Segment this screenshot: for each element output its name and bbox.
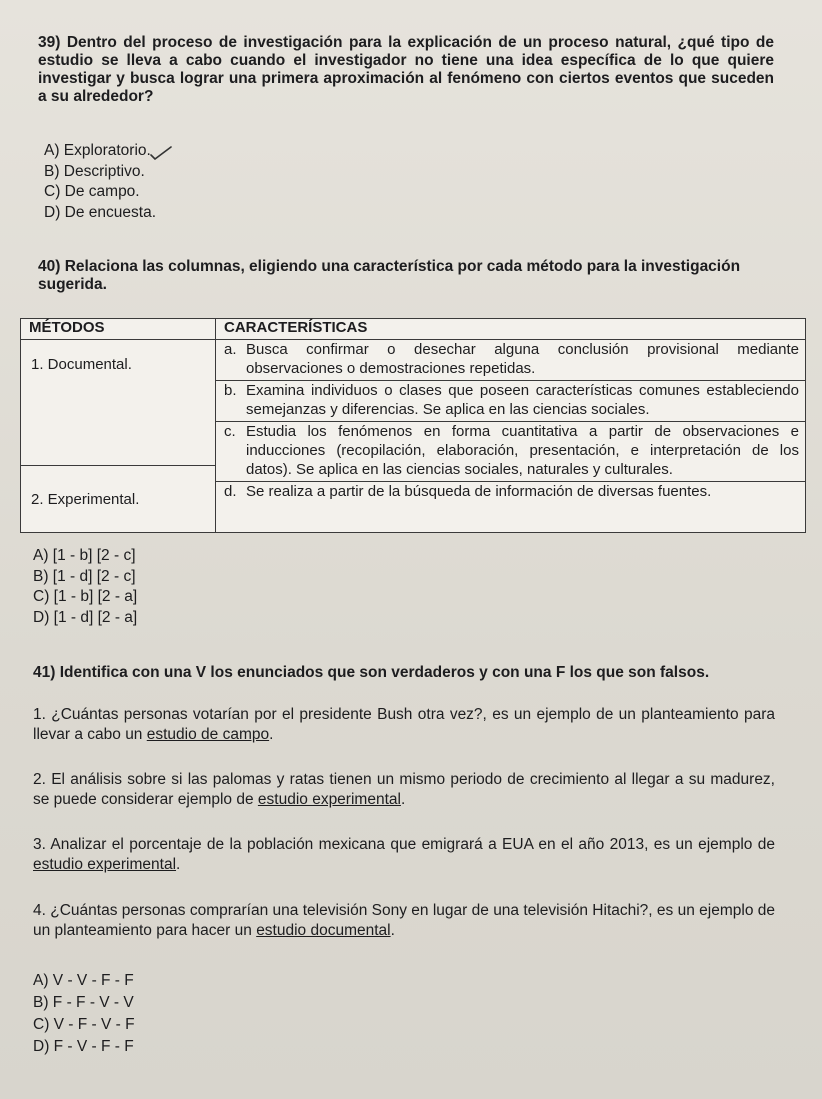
- statement-2-end: .: [400, 791, 406, 808]
- method-1-label: 1. Documental.: [31, 356, 132, 373]
- q40-option-a[interactable]: A) [1 - b] [2 - c]: [33, 547, 136, 564]
- statement-1-end: .: [269, 726, 274, 743]
- characteristics-header: CARACTERÍSTICAS: [216, 319, 806, 340]
- question-40-text: 40) Relaciona las columnas, eligiendo una característica por cada método para la investigación sugerida.: [38, 258, 741, 293]
- statement-4-underlined: estudio documental: [256, 922, 391, 939]
- q41-option-c[interactable]: C) V - F - V - F: [33, 1016, 135, 1033]
- statement-3-text: 3. Analizar el porcentaje de la población mexicana que emigrará a EUA en el año 2013, es un ejemplo de: [33, 836, 775, 853]
- statement-3-underlined: estudio experimental: [33, 856, 177, 873]
- characteristic-d-text: Se realiza a partir de la búsqueda de información de diversas fuentes.: [246, 483, 712, 500]
- statement-3: [33, 835, 775, 875]
- statement-4: [33, 901, 775, 941]
- method-experimental: [21, 466, 216, 533]
- question-39-options: [44, 141, 156, 223]
- q41-option-b[interactable]: B) F - F - V - V: [33, 994, 134, 1011]
- q40-option-d[interactable]: D) [1 - d] [2 - a]: [33, 608, 138, 626]
- q39-option-b[interactable]: B) Descriptivo.: [44, 162, 145, 180]
- question-41-options: [33, 970, 135, 1058]
- statement-1-underlined: estudio de campo: [146, 726, 270, 743]
- method-2-label: 2. Experimental.: [31, 490, 140, 508]
- statement-2-text: 2. El análisis sobre si las palomas y ratas tienen un mismo periodo de crecimiento al llegar a su madurez, se puede considerar ejemplo de: [33, 771, 775, 808]
- question-41-text: 41) Identifica con una V los enunciados que son verdaderos y con una F los que son falsos.: [33, 664, 710, 681]
- characteristic-d-letter: d.: [224, 483, 237, 500]
- handwritten-check-icon: [150, 146, 172, 160]
- characteristic-b-text: Examina individuos o clases que poseen características comunes estableciendo semejanzas y diferencias. Se aplica en las ciencias sociales.: [246, 382, 799, 418]
- q39-option-c[interactable]: C) De campo.: [44, 183, 140, 200]
- statement-4-end: .: [390, 922, 395, 939]
- question-40-options: [33, 546, 137, 628]
- q39-option-a[interactable]: A) Exploratorio.: [44, 142, 151, 159]
- q39-option-d[interactable]: D) De encuesta.: [44, 203, 156, 221]
- characteristics-cell: [216, 340, 806, 533]
- q40-option-b[interactable]: B) [1 - d] [2 - c]: [33, 567, 136, 585]
- statement-2: [33, 770, 775, 810]
- q41-option-a[interactable]: A) V - V - F - F: [33, 972, 134, 989]
- statement-4-text: 4. ¿Cuántas personas comprarían una televisión Sony en lugar de una televisión Hitachi?, es un ejemplo de un planteamiento para hacer un: [33, 902, 775, 939]
- characteristic-c-letter: c.: [224, 423, 236, 440]
- method-documental: [21, 340, 216, 466]
- statement-1: [33, 705, 775, 745]
- characteristic-a-text: Busca confirmar o desechar alguna conclusión provisional mediante observaciones o demostraciones repetidas.: [246, 341, 799, 377]
- q41-option-d[interactable]: D) F - V - F - F: [33, 1038, 134, 1055]
- characteristic-a: [224, 340, 799, 378]
- methods-table: [20, 318, 806, 533]
- characteristic-d: [224, 482, 799, 501]
- characteristic-b: [224, 381, 799, 419]
- q40-option-c[interactable]: C) [1 - b] [2 - a]: [33, 588, 138, 605]
- characteristic-c: [224, 422, 799, 479]
- characteristic-c-text: Estudia los fenómenos en forma cuantitativa a partir de observaciones e inducciones (recopilación, elaboración, presentación, e interpretación de los datos). Se aplica en las ciencias sociales, naturales y culturales.: [246, 423, 799, 478]
- statement-2-underlined: estudio experimental: [257, 791, 401, 808]
- question-39-text: 39) Dentro del proceso de investigación para la explicación de un proceso natural, ¿qué tipo de estudio se lleva a cabo cuando el investigador no tiene una idea específica de lo que quiere investigar y busca lograr una primera aproximación al fenómeno con ciertos eventos que suceden a su alrededor?: [38, 34, 774, 105]
- statement-3-end: .: [176, 856, 181, 873]
- characteristic-b-letter: b.: [224, 382, 237, 399]
- methods-header: MÉTODOS: [21, 319, 216, 340]
- statement-1-text: 1. ¿Cuántas personas votarían por el presidente Bush otra vez?, es un ejemplo de un planteamiento para llevar a cabo un: [33, 706, 775, 743]
- characteristic-a-letter: a.: [224, 341, 237, 358]
